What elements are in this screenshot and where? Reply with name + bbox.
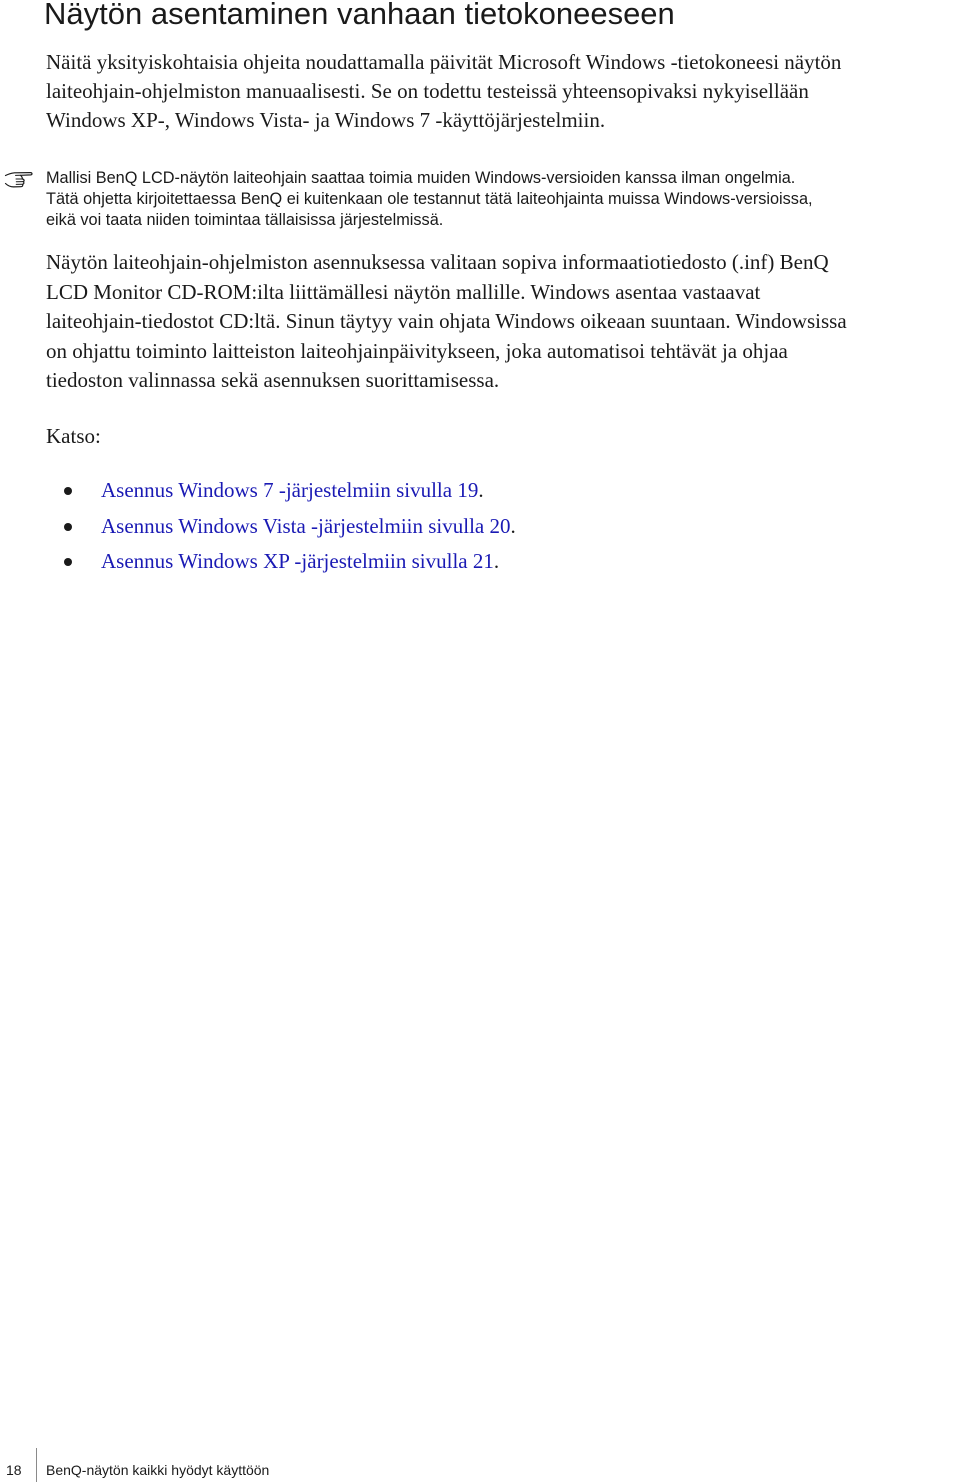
- link-period: .: [478, 478, 484, 502]
- note-text: [46, 168, 958, 231]
- link-label: Asennus Windows XP -järjestelmiin sivulla 21: [101, 549, 494, 573]
- bullet-icon: [64, 523, 72, 531]
- intro-line: Windows XP-, Windows Vista- ja Windows 7 -käyttöjärjestelmiin.: [46, 108, 606, 132]
- driver-line: on ohjattu toiminto laitteiston laiteohjainpäivitykseen, joka automatisoi tehtävät ja ohjaa: [46, 338, 788, 363]
- bullet-icon: [64, 558, 72, 566]
- intro-line: Näitä yksityiskohtaisia ohjeita noudattamalla päivität Microsoft Windows -tietokoneesi näytön: [46, 50, 842, 74]
- page-title: Näytön asentaminen vanhaan tietokoneeseen: [44, 0, 675, 31]
- link-period: .: [493, 549, 500, 573]
- driver-line: LCD Monitor CD-ROM:ilta liittämällesi näytön mallille. Windows asentaa vastaavat: [46, 279, 761, 304]
- note-line: Mallisi BenQ LCD-näytön laiteohjain saattaa toimia muiden Windows-versioiden kanssa ilman ongelmia.: [46, 169, 796, 187]
- intro-paragraph: [46, 48, 946, 135]
- see-also-label: Katso:: [46, 424, 101, 448]
- link-label: Asennus Windows 7 -järjestelmiin sivulla 19: [101, 478, 479, 502]
- driver-line: tiedoston valinnassa sekä asennuksen suorittamisessa.: [46, 368, 500, 392]
- link-label: Asennus Windows Vista -järjestelmiin sivulla 20: [101, 513, 511, 538]
- driver-line: Näytön laiteohjain-ohjelmiston asennuksessa valitaan sopiva informaatiotiedosto (.inf) BenQ: [46, 250, 829, 274]
- footer-divider: [36, 1448, 37, 1482]
- pointing-hand-icon: [4, 167, 34, 189]
- note-line: eikä voi taata niiden toimintaa tällaisissa järjestelmissä.: [46, 211, 444, 229]
- link-period: .: [510, 513, 516, 538]
- link-windows-xp[interactable]: [101, 547, 499, 576]
- intro-line: laiteohjain-ohjelmiston manuaalisesti. Se on todettu testeissä yhteensopivaksi nykyisellään: [46, 79, 809, 103]
- footer-title: BenQ-näytön kaikki hyödyt käyttöön: [46, 1462, 270, 1478]
- bullet-icon: [64, 487, 72, 495]
- driver-installation-paragraph: [46, 248, 946, 396]
- link-windows-7[interactable]: [101, 476, 484, 505]
- note-line: Tätä ohjetta kirjoitettaessa BenQ ei kuitenkaan ole testannut tätä laiteohjainta muissa Windows-versioissa,: [46, 190, 813, 208]
- link-windows-vista[interactable]: [101, 512, 516, 541]
- driver-line: laiteohjain-tiedostot CD:ltä. Sinun täytyy vain ohjata Windows oikeaan suuntaan. Windowsissa: [46, 309, 847, 333]
- page-number: 18: [6, 1462, 22, 1478]
